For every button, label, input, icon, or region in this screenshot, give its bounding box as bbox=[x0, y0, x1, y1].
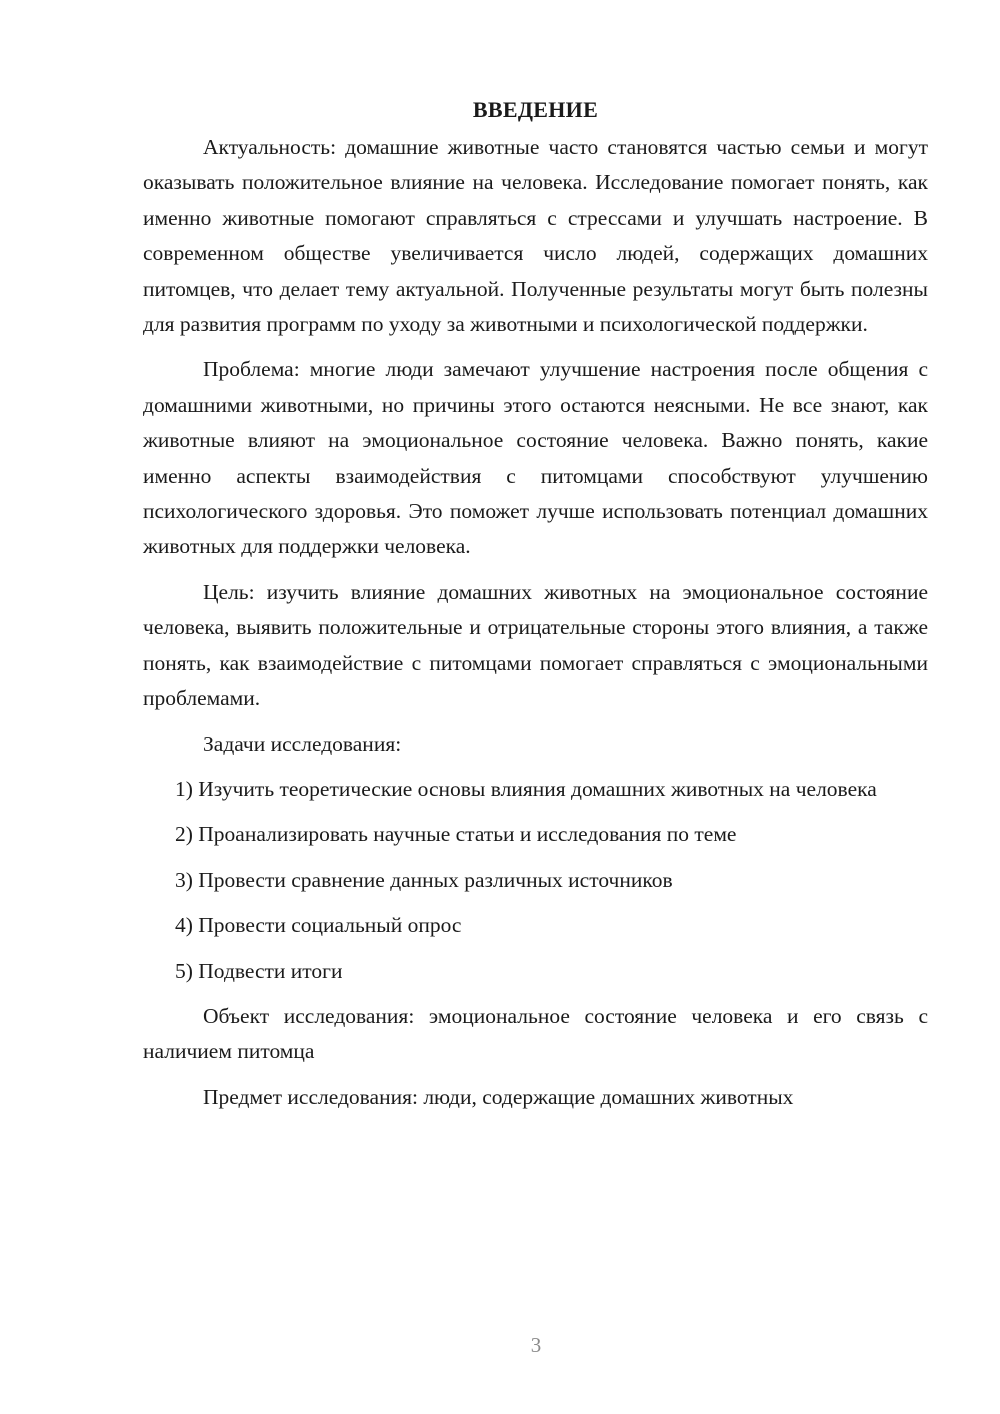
tasks-list bbox=[143, 772, 928, 989]
paragraph-goal: Цель: изучить влияние домашних животных на эмоциональное состояние человека, выявить положительные и отрицательные стороны этого влияния, а также понять, как взаимодействие с питомцами помогает справляться с эмоциональными проблемами. bbox=[143, 579, 928, 711]
section-heading: ВВЕДЕНИЕ bbox=[472, 97, 599, 122]
paragraph-subject: Предмет исследования: люди, содержащие домашних животных bbox=[203, 1084, 794, 1109]
paragraph-problem: Проблема: многие люди замечают улучшение настроения после общения с домашними животными, но причины этого остаются неясными. Не все знают, как животные влияют на эмоциональное состояние человека. Важно понять, какие именно аспекты взаимодействия с питомцами способствуют улучшению психологического здоровья. Это поможет лучше использовать потенциал домашних животных для поддержки человека. bbox=[143, 357, 928, 559]
page-number: 3 bbox=[530, 1333, 542, 1357]
task-item: 5) Подвести итоги bbox=[175, 958, 343, 983]
tasks-title: Задачи исследования: bbox=[203, 731, 402, 756]
task-item: 2) Проанализировать научные статьи и исследования по теме bbox=[175, 822, 737, 847]
task-item: 4) Провести социальный опрос bbox=[175, 913, 462, 938]
paragraph-object: Объект исследования: эмоциональное состояние человека и его связь с наличием питомца bbox=[143, 1003, 928, 1064]
paragraph-relevance: Актуальность: домашние животные часто становятся частью семьи и могут оказывать положительное влияние на человека. Исследование помогает понять, как именно животные помогают справляться с стрессами и улучшать настроение. В современном обществе увеличивается число людей, содержащих домашних питомцев, что делает тему актуальной. Полученные результаты могут быть полезны для развития программ по уходу за животными и психологической поддержки. bbox=[143, 135, 928, 337]
task-item: 3) Провести сравнение данных различных источников bbox=[175, 867, 673, 892]
document-page bbox=[143, 92, 928, 1115]
task-item: 1) Изучить теоретические основы влияния домашних животных на человека bbox=[175, 776, 877, 801]
